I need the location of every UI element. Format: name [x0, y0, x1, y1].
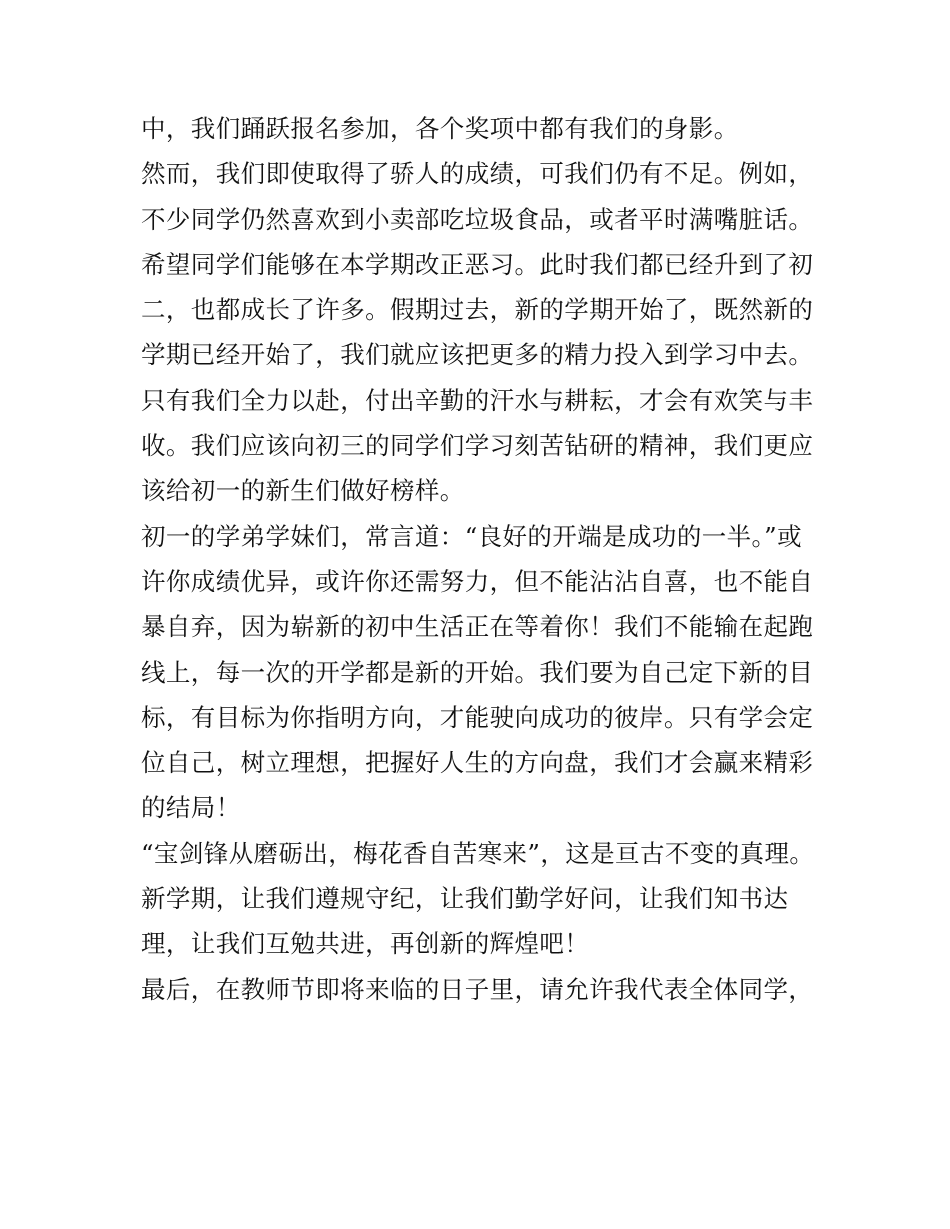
text-line: 位自己，树立理想，把握好人生的方向盘，我们才会赢来精彩 — [141, 748, 814, 778]
text-line: 许你成绩优异，或许你还需努力，但不能沾沾自喜，也不能自 — [141, 566, 814, 596]
text-line: 的结局！ — [141, 793, 241, 823]
text-line: 然而，我们即使取得了骄人的成绩，可我们仍有不足。例如， — [141, 159, 814, 189]
text-line: 标，有目标为你指明方向，才能驶向成功的彼岸。只有学会定 — [141, 702, 814, 732]
text-line: 初一的学弟学妹们，常言道：“良好的开端是成功的一半。”或 — [141, 521, 802, 551]
text-line: 二，也都成长了许多。假期过去，新的学期开始了，既然新的 — [141, 295, 814, 325]
document-body — [141, 106, 821, 1012]
text-line: 暴自弃，因为崭新的初中生活正在等着你！我们不能输在起跑 — [141, 612, 814, 642]
text-line: 该给初一的新生们做好榜样。 — [141, 476, 465, 506]
text-line: 希望同学们能够在本学期改正恶习。此时我们都已经升到了初 — [141, 249, 814, 279]
text-line: 不少同学仍然喜欢到小卖部吃垃圾食品，或者平时满嘴脏话。 — [141, 204, 814, 234]
text-line: 线上，每一次的开学都是新的开始。我们要为自己定下新的目 — [141, 657, 814, 687]
text-line: 学期已经开始了，我们就应该把更多的精力投入到学习中去。 — [141, 340, 814, 370]
text-line: 新学期，让我们遵规守纪，让我们勤学好问，让我们知书达 — [141, 884, 789, 914]
text-line: 最后，在教师节即将来临的日子里，请允许我代表全体同学， — [141, 974, 814, 1004]
text-line: 理，让我们互勉共进，再创新的辉煌吧！ — [141, 929, 590, 959]
text-line: 中，我们踊跃报名参加，各个奖项中都有我们的身影。 — [141, 114, 739, 143]
text-line: 只有我们全力以赴，付出辛勤的汗水与耕耘，才会有欢笑与丰 — [141, 385, 814, 415]
text-line: 收。我们应该向初三的同学们学习刻苦钻研的精神，我们更应 — [141, 431, 814, 461]
text-line: “宝剑锋从磨砺出，梅花香自苦寒来”，这是亘古不变的真理。 — [141, 838, 815, 868]
